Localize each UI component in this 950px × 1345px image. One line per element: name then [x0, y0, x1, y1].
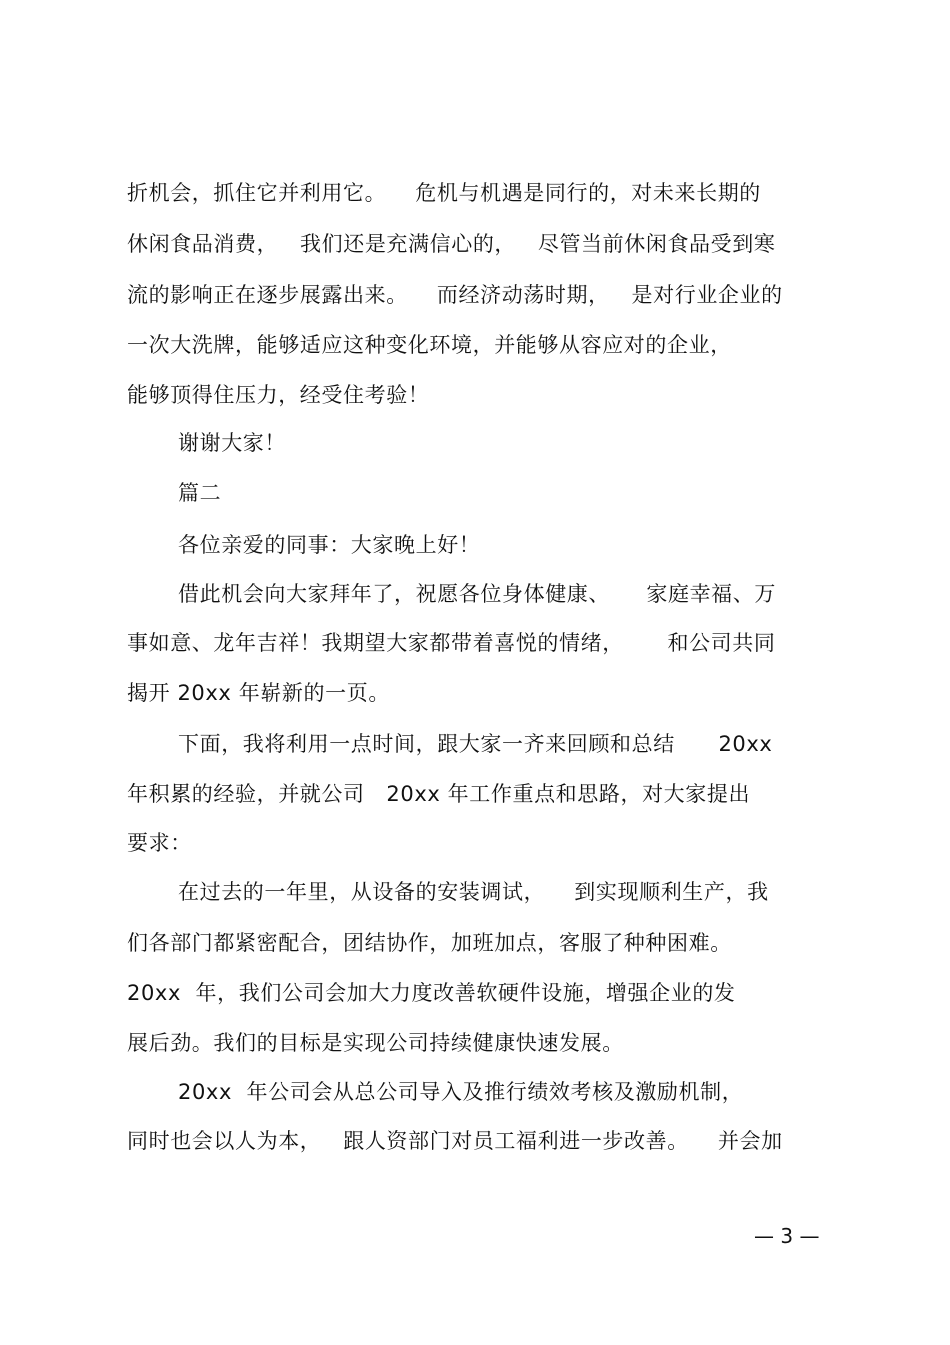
text-line: 休闲食品消费， 我们还是充满信心的， 尽管当前休闲食品受到寒 — [127, 232, 776, 256]
text-line: 能够顶得住压力，经受住考验！ — [127, 383, 430, 407]
text-line: 借此机会向大家拜年了，祝愿各位身体健康、 家庭幸福、万 — [178, 582, 776, 606]
text-line: 折机会，抓住它并利用它。 危机与机遇是同行的，对未来长期的 — [127, 181, 761, 205]
text-line: 年积累的经验，并就公司 20xx 年工作重点和思路，对大家提出 — [127, 782, 751, 806]
text-line: 20xx 年，我们公司会加大力度改善软硬件设施，增强企业的发 — [127, 981, 736, 1005]
text-line: 下面，我将利用一点时间，跟大家一齐来回顾和总结 20xx — [178, 732, 773, 756]
text-line: 一次大洗牌，能够适应这种变化环境，并能够从容应对的企业， — [127, 333, 732, 357]
text-line: 20xx 年公司会从总公司导入及推行绩效考核及激励机制， — [178, 1080, 744, 1104]
text-line: 同时也会以人为本， 跟人资部门对员工福利进一步改善。 并会加 — [127, 1129, 783, 1153]
text-line: 们各部门都紧密配合，团结协作，加班加点，客服了种种困难。 — [127, 931, 732, 955]
closing-line: 谢谢大家！ — [178, 431, 286, 455]
text-line: 要求： — [127, 831, 192, 855]
greeting-line: 各位亲爱的同事：大家晚上好！ — [178, 533, 481, 557]
text-line: 事如意、龙年吉祥！我期望大家都带着喜悦的情绪， 和公司共同 — [127, 631, 776, 655]
section-heading: 篇二 — [178, 481, 222, 505]
page-number: — 3 — — [754, 1224, 820, 1248]
text-line: 在过去的一年里，从设备的安装调试， 到实现顺利生产，我 — [178, 880, 769, 904]
text-line: 揭开 20xx 年崭新的一页。 — [127, 681, 390, 705]
text-line: 展后劲。我们的目标是实现公司持续健康快速发展。 — [127, 1031, 624, 1055]
text-line: 流的影响正在逐步展露出来。 而经济动荡时期， 是对行业企业的 — [127, 283, 783, 307]
